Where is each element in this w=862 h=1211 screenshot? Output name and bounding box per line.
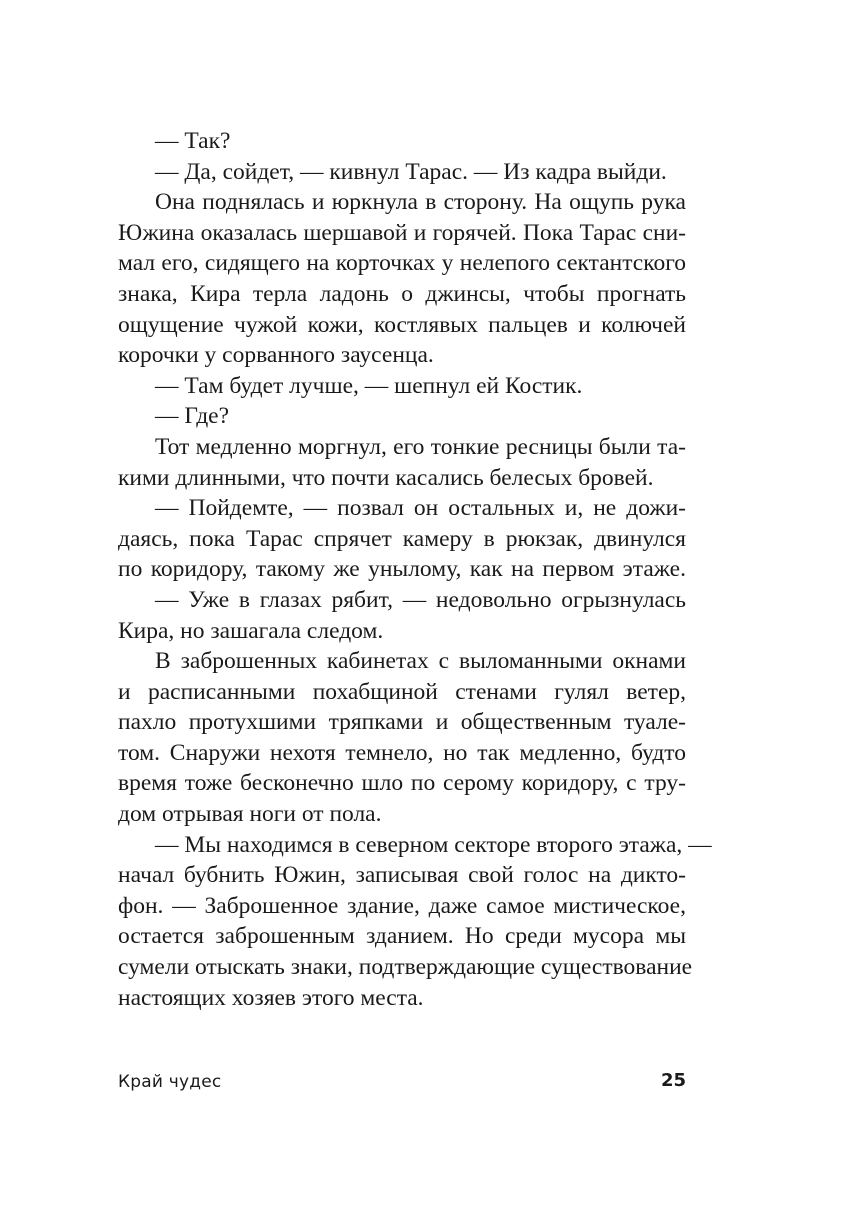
text-line: по коридору, такому же унылому, как на первом этаже. (118, 556, 686, 583)
text-line: время тоже бесконечно шло по серому коридору, с тру- (118, 770, 686, 797)
text-line: кими длинными, что почти касались белесых бровей. (118, 464, 654, 491)
text-line: ощущение чужой кожи, костлявых пальцев и колючей (118, 311, 686, 338)
text-line: начал бубнить Южин, записывая свой голос на дикто- (118, 862, 686, 889)
body-text (118, 126, 712, 1013)
running-footer-title: Край чудес (118, 1072, 222, 1092)
text-line: — Там будет лучше, — шепнул ей Костик. (155, 372, 583, 399)
text-line: Кира, но зашагала следом. (118, 617, 384, 644)
text-line: — Мы находимся в северном секторе второго этажа, — (155, 831, 712, 858)
text-line: фон. — Заброшенное здание, даже самое мистическое, (118, 892, 686, 919)
text-line: — Да, сойдет, — кивнул Тарас. — Из кадра выйди. (155, 158, 667, 185)
text-line: даясь, пока Тарас спрячет камеру в рюкзак, двинулся (118, 525, 686, 552)
text-line: — Пойдемте, — позвал он остальных и, не дожи- (155, 495, 686, 522)
text-line: — Уже в глазах рябит, — недовольно огрызнулась (155, 586, 686, 613)
text-line: том. Снаружи нехотя темнело, но так медленно, будто (118, 739, 686, 766)
text-line: сумели отыскать знаки, подтверждающие существование (118, 954, 693, 981)
text-line: корочки у сорванного заусенца. (118, 342, 434, 369)
text-line: Южина оказалась шершавой и горячей. Пока Тарас сни- (118, 219, 686, 246)
text-line: знака, Кира терла ладонь о джинсы, чтобы прогнать (118, 280, 686, 307)
text-line: и расписанными похабщиной стенами гулял ветер, (118, 678, 686, 705)
text-line: В заброшенных кабинетах с выломанными окнами (155, 648, 686, 675)
text-line: — Где? (155, 403, 230, 430)
text-line: Она поднялась и юркнула в сторону. На ощупь рука (155, 189, 686, 216)
page-number: 25 (660, 1070, 686, 1091)
text-line: — Так? (155, 128, 231, 154)
text-line: остается заброшенным зданием. Но среди мусора мы (118, 923, 686, 950)
text-line: настоящих хозяев этого места. (118, 984, 424, 1011)
text-line: пахло протухшими тряпками и общественным туале- (118, 709, 686, 736)
text-line: Тот медленно моргнул, его тонкие ресницы были та- (155, 433, 686, 460)
text-line: дом отрывая ноги от пола. (118, 801, 382, 828)
text-line: мал его, сидящего на корточках у нелепого сектантского (118, 250, 686, 277)
